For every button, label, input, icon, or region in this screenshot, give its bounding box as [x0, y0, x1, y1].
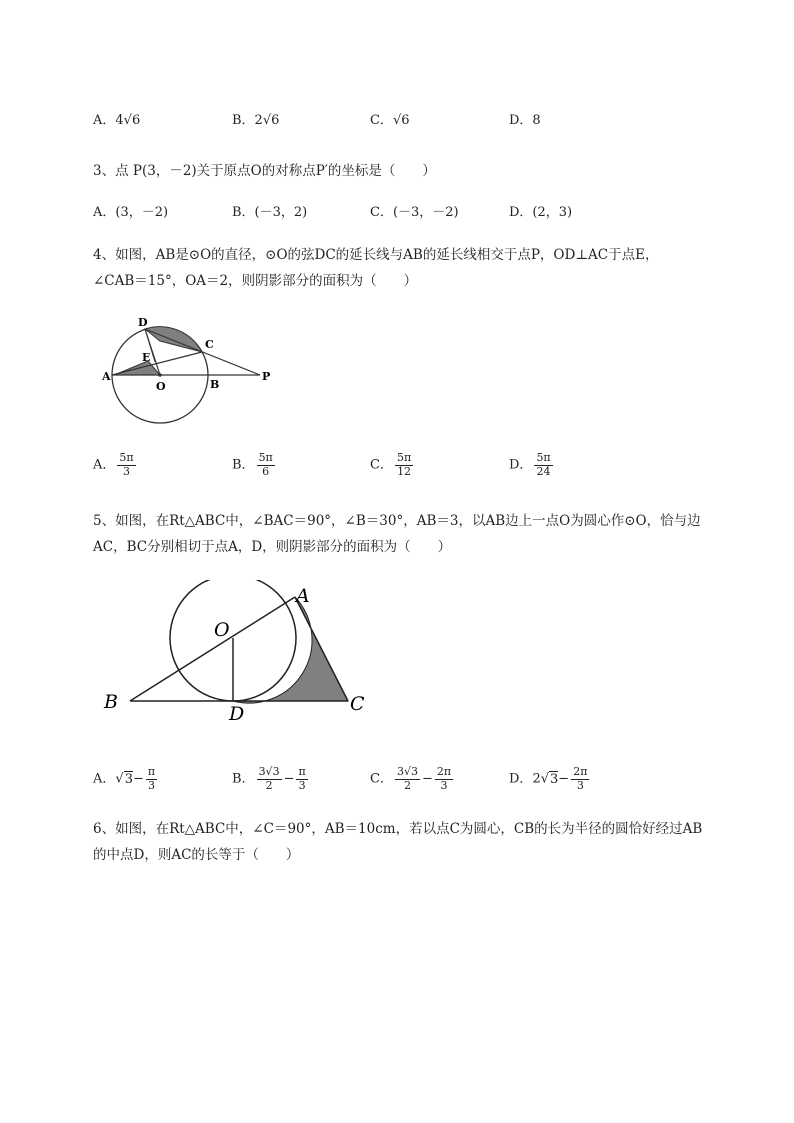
q6-stem-line2: 的中点D，则AC的长等于（ ） — [93, 847, 300, 863]
q5-label-a: A — [296, 585, 310, 607]
q3-option-d: D．(2，3) — [509, 205, 573, 220]
q4-figure — [100, 308, 290, 428]
q5-option-a: A．√3− $\frac{\pi}{3}$ — [93, 765, 156, 792]
q4-label-o: O — [156, 380, 166, 393]
q3-stem: 3、点 P(3，－2)关于原点O的对称点P′的坐标是（ ） — [93, 163, 436, 179]
q5-label-o: O — [214, 619, 230, 641]
q5-option-d: D．2√3− $\frac{2\pi}{3}$ — [509, 765, 588, 792]
q2-option-c: C．√6 — [370, 113, 410, 128]
q5-stem-line2: AC，BC分别相切于点A，D，则阴影部分的面积为（ ） — [93, 539, 452, 555]
q4-option-a: A． $\frac{5\pi}{3}$ — [93, 451, 134, 478]
q4-stem-line2: ∠CAB＝15°，OA＝2，则阴影部分的面积为（ ） — [93, 273, 418, 289]
q4-option-b: B． $\frac{5\pi}{6}$ — [232, 451, 273, 478]
q2-option-d: D．8 — [509, 113, 541, 128]
q4-label-b: B — [210, 378, 220, 391]
q5-label-b: B — [104, 691, 118, 713]
q4-label-c: C — [205, 338, 214, 351]
q4-option-c: C． $\frac{5\pi}{12}$ — [370, 451, 412, 478]
q4-option-d: D． $\frac{5\pi}{24}$ — [509, 451, 551, 478]
q3-option-c: C．(－3，－2) — [370, 205, 459, 220]
q5-stem-line1: 5、如图，在Rt△ABC中，∠BAC＝90°，∠B＝30°，AB＝3，以AB边上一点O为圆心作⊙O，恰与边 — [93, 513, 701, 529]
q3-option-b: B．(－3，2) — [232, 205, 308, 220]
q2-option-a: A．4√6 — [93, 113, 141, 128]
q4-stem-line1: 4、如图，AB是⊙O的直径，⊙O的弦DC的延长线与AB的延长线相交于点P，OD⊥AC于点E， — [93, 247, 659, 263]
q5-label-c: C — [350, 693, 365, 715]
q2-option-b: B．2√6 — [232, 113, 280, 128]
q5-figure — [98, 580, 378, 725]
q6-stem-line1: 6、如图，在Rt△ABC中，∠C＝90°，AB＝10cm，若以点C为圆心，CB的长为半径的圆恰好经过AB — [93, 821, 703, 837]
q4-label-d: D — [138, 316, 148, 329]
q4-label-p: P — [262, 370, 271, 383]
q3-option-a: A．(3，－2) — [93, 205, 169, 220]
q4-label-e: E — [142, 351, 151, 364]
q5-option-b: B． $\frac{3√3}{2}$ − $\frac{\pi}{3}$ — [232, 765, 306, 792]
q5-label-d: D — [229, 703, 245, 725]
q5-option-c: C． $\frac{3√3}{2}$ − $\frac{2\pi}{3}$ — [370, 765, 452, 792]
q4-label-a: A — [102, 370, 111, 383]
